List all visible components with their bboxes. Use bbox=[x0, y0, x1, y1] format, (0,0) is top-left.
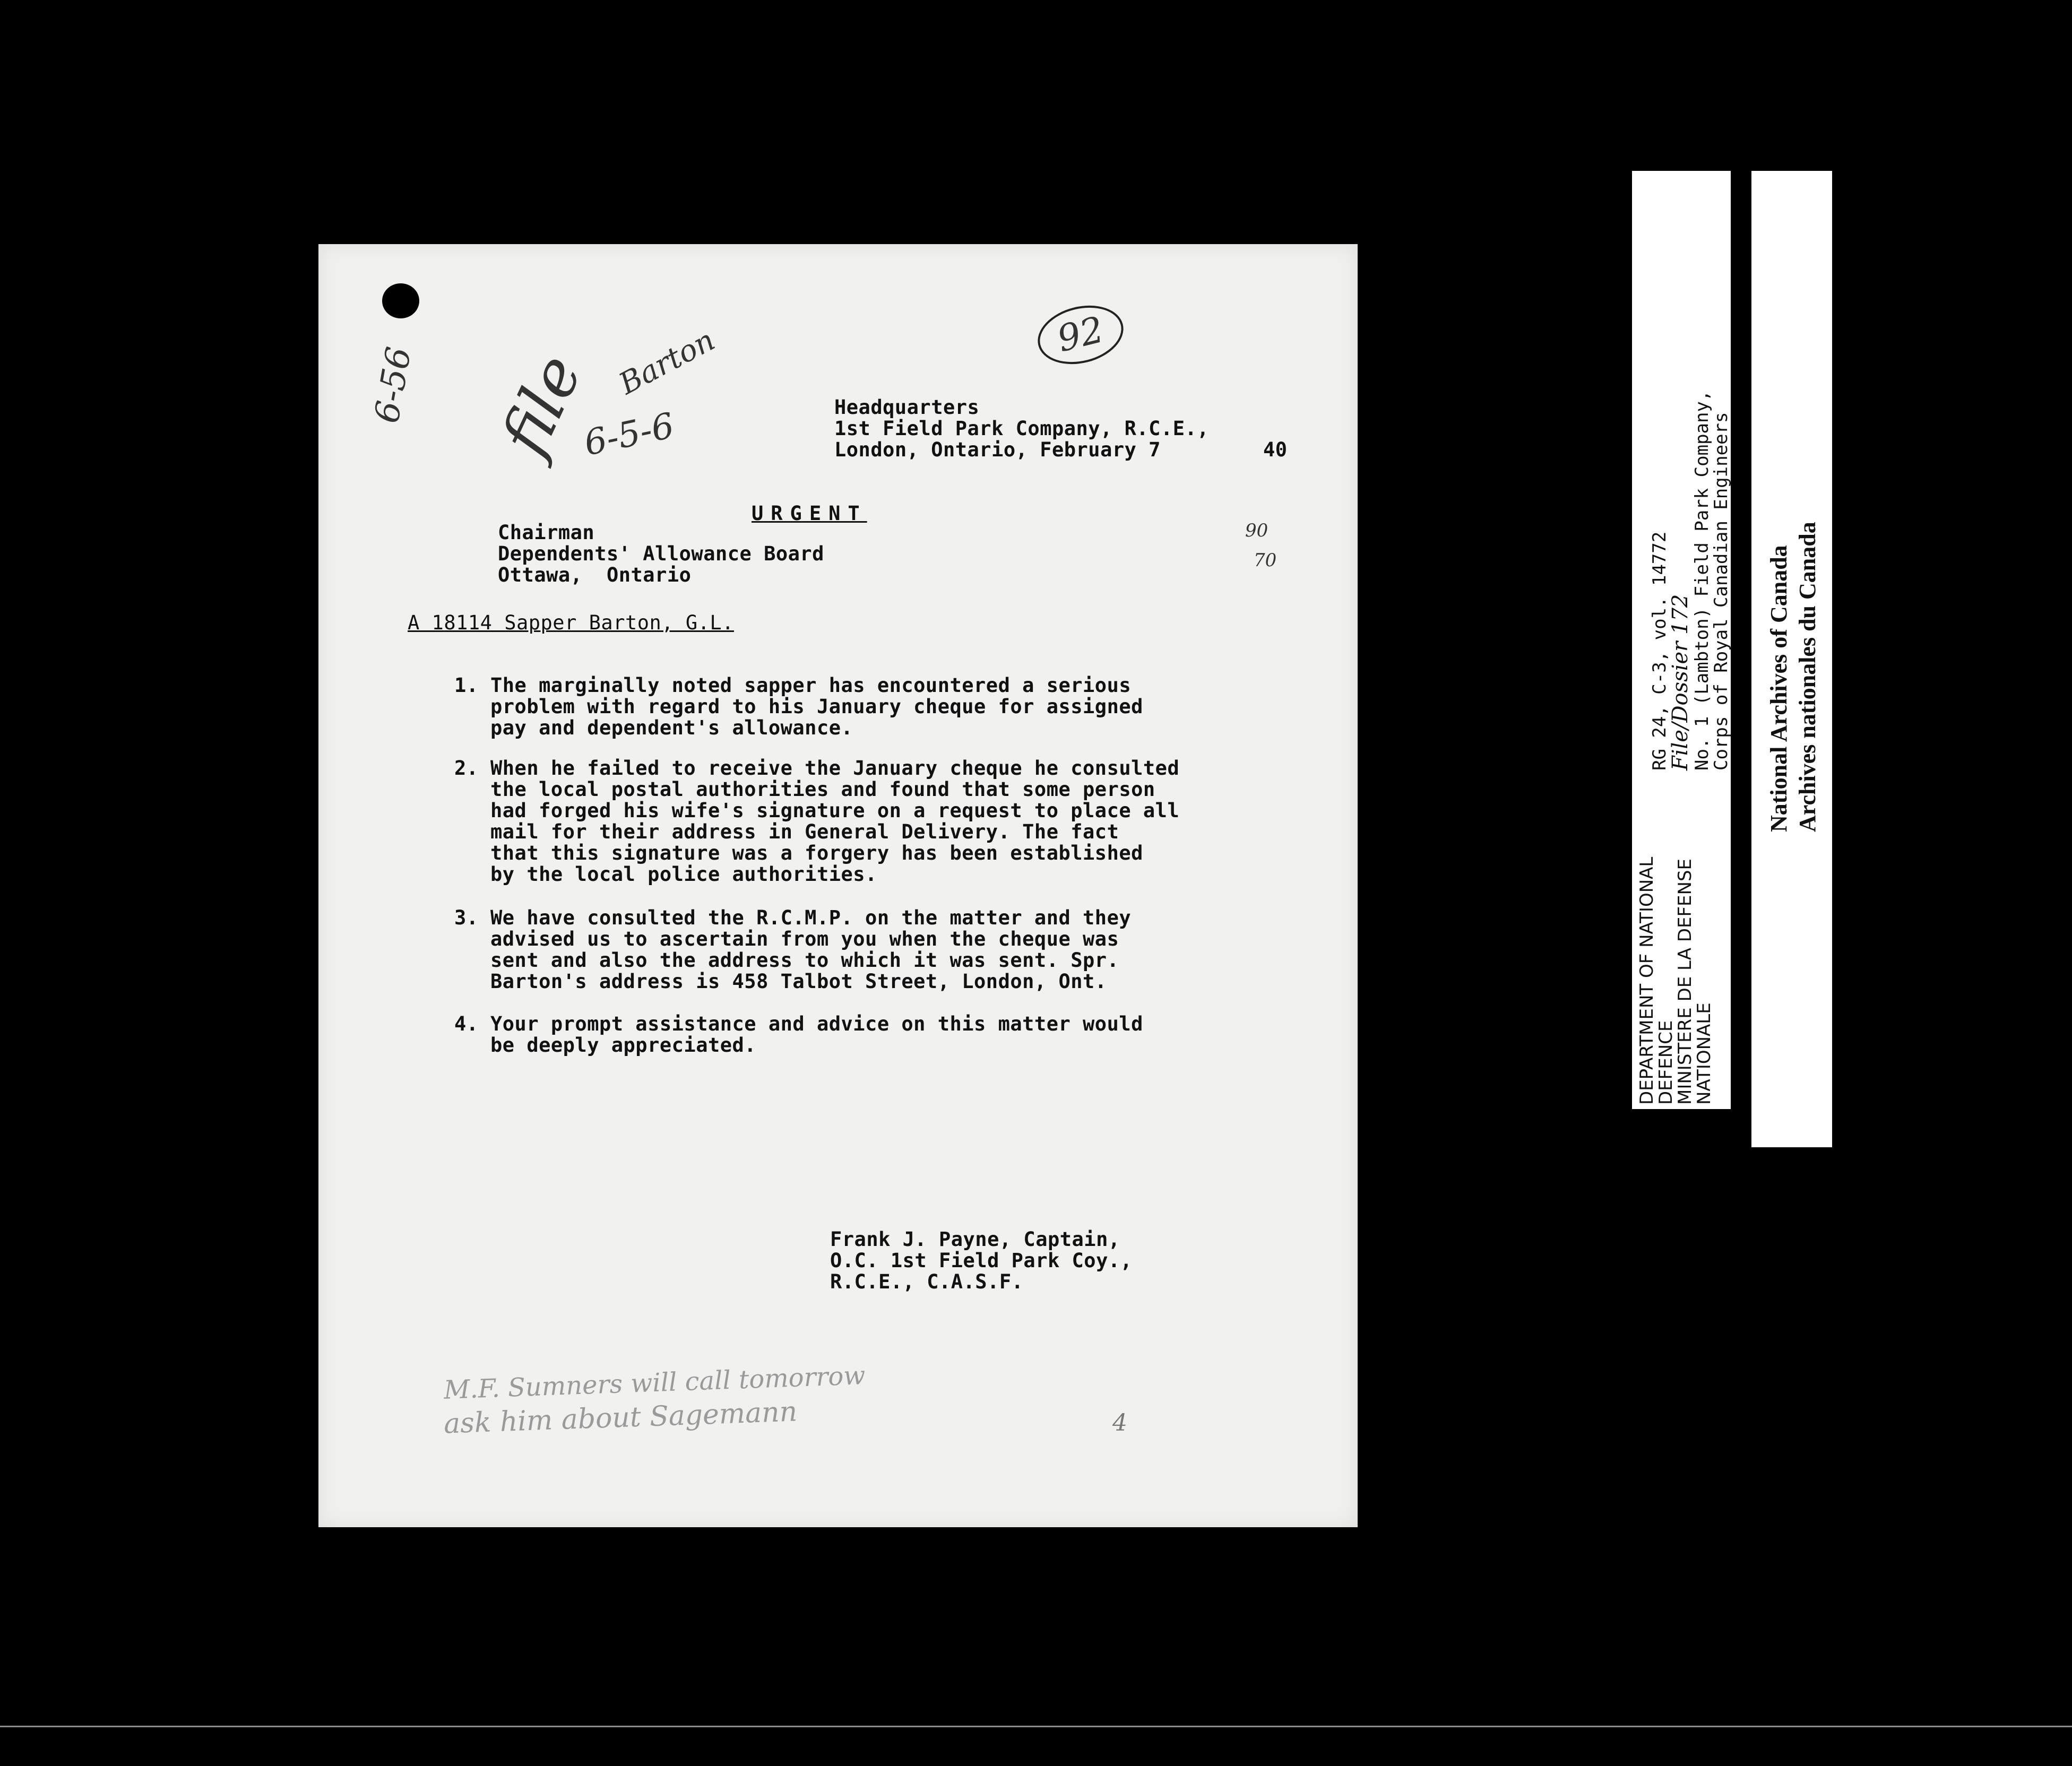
paragraph-number: 3. bbox=[454, 906, 479, 929]
archives-name-fr: Archives nationales du Canada bbox=[1794, 522, 1820, 832]
signature-line-1: Frank J. Payne, Captain, bbox=[830, 1228, 1120, 1251]
letter-page bbox=[318, 244, 1358, 1527]
paragraph-1 bbox=[454, 674, 1143, 760]
paragraph-text: The marginally noted sapper has encountered a serious problem with regard to his January cheque for assigned pay and dependent's allowance. bbox=[490, 674, 1143, 739]
archive-reference-label bbox=[1632, 171, 1731, 1109]
header-year: 40 bbox=[1263, 438, 1288, 461]
paragraph-3 bbox=[454, 906, 1132, 993]
handwritten-file-number: 6-5-6 bbox=[580, 405, 678, 464]
recipient-line-1: Chairman bbox=[498, 521, 595, 544]
handwritten-margin-mark-2: 70 bbox=[1254, 550, 1277, 571]
scan-bottom-rule bbox=[0, 1726, 2072, 1727]
recipient-line-3: Ottawa, Ontario bbox=[498, 564, 692, 586]
header-line-3: London, Ontario, February 7 bbox=[834, 438, 1161, 461]
paragraph-number: 1. bbox=[454, 674, 479, 697]
dept-line-3: MINISTERE DE LA DEFENSE bbox=[1674, 858, 1696, 1105]
paragraph-2 bbox=[454, 757, 1180, 886]
archives-name-en: National Archives of Canada bbox=[1766, 545, 1792, 832]
unit-line-1: No. 1 (Lambton) Field Park Company, bbox=[1691, 390, 1713, 771]
header-line-2: 1st Field Park Company, R.C.E., bbox=[834, 417, 1210, 440]
urgent-heading: URGENT bbox=[752, 502, 867, 525]
handwritten-bottom-note-1: M.F. Sumners will call tomorrow bbox=[443, 1361, 866, 1405]
dept-line-4: NATIONALE bbox=[1694, 1002, 1715, 1105]
file-dossier: File/Dossier 172 bbox=[1668, 594, 1693, 771]
signature-line-3: R.C.E., C.A.S.F. bbox=[830, 1270, 1024, 1293]
handwritten-bottom-mark: 4 bbox=[1112, 1409, 1127, 1436]
header-line-1: Headquarters bbox=[834, 396, 980, 419]
reference-number: RG 24, C-3, vol. 14772 bbox=[1649, 531, 1670, 771]
handwritten-margin-mark-1: 90 bbox=[1245, 520, 1268, 541]
national-archives-label bbox=[1751, 171, 1832, 1147]
dept-line-2: DEFENCE bbox=[1655, 1020, 1677, 1105]
handwritten-bottom-note-2: ask him about Sagemann bbox=[443, 1396, 798, 1440]
signature-line-2: O.C. 1st Field Park Coy., bbox=[830, 1249, 1133, 1272]
handwritten-file-note: file bbox=[487, 344, 597, 466]
paragraph-number: 2. bbox=[454, 757, 479, 780]
handwritten-name-note: Barton bbox=[614, 323, 721, 402]
paragraph-text: We have consulted the R.C.M.P. on the matter and they advised us to ascertain from you when the cheque was sent and also the address to which it was sent. Spr. Barton's address is 458 Talbot Street, London, Ont. bbox=[490, 906, 1132, 993]
punch-hole bbox=[382, 283, 419, 318]
recipient-line-2: Dependents' Allowance Board bbox=[498, 542, 824, 565]
dept-line-1: DEPARTMENT OF NATIONAL bbox=[1636, 856, 1657, 1105]
paragraph-text: Your prompt assistance and advice on this matter would be deeply appreciated. bbox=[490, 1012, 1143, 1057]
handwritten-margin-note: 6-56 bbox=[367, 344, 419, 426]
subject-line: A 18114 Sapper Barton, G.L. bbox=[408, 611, 734, 634]
unit-line-2: Corps of Royal Canadian Engineers bbox=[1711, 412, 1732, 771]
circled-page-number: 92 bbox=[1032, 297, 1130, 373]
paragraph-text: When he failed to receive the January cheque he consulted the local postal authorities and found that some person had forged his wife's signature on a request to place all mail for their address in General Delivery. The fact that this signature was a forgery has been established by the local police authorities. bbox=[490, 757, 1180, 886]
paragraph-4 bbox=[454, 1012, 1143, 1098]
paragraph-number: 4. bbox=[454, 1012, 479, 1035]
